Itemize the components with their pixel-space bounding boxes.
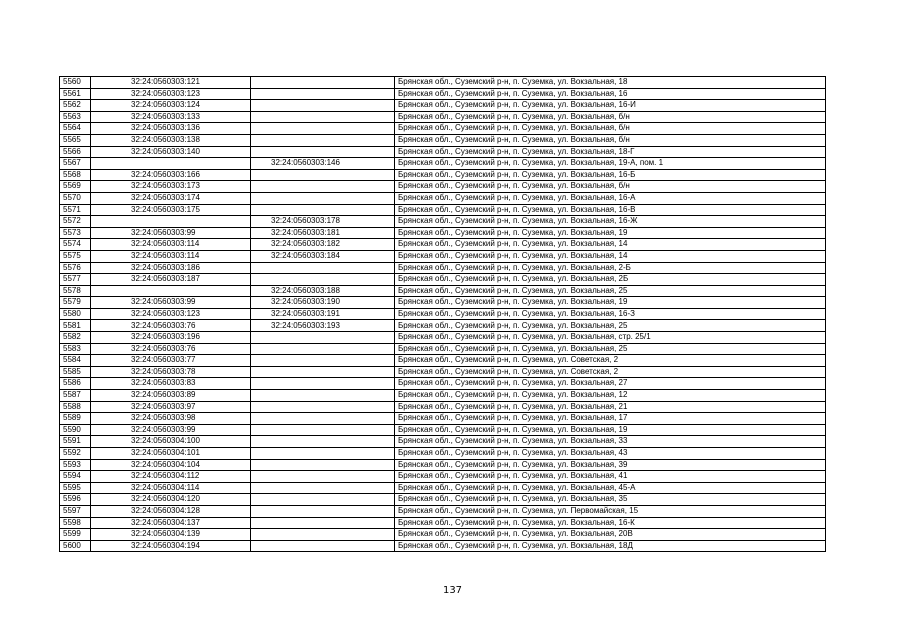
row-number-cell: 5582 <box>60 332 91 344</box>
address-cell: Брянская обл., Суземский р-н, п. Суземка, ул. Вокзальная, 16-З <box>395 308 826 320</box>
cadastral-number-cell: 32:24:0560304:194 <box>91 540 251 552</box>
row-number-cell: 5577 <box>60 274 91 286</box>
table-row <box>60 343 826 355</box>
row-number-cell: 5562 <box>60 100 91 112</box>
address-cell: Брянская обл., Суземский р-н, п. Суземка, ул. Вокзальная, 12 <box>395 390 826 402</box>
cadastral-number-cell: 32:24:0560303:140 <box>91 146 251 158</box>
address-cell: Брянская обл., Суземский р-н, п. Суземка, ул. Вокзальная, 43 <box>395 448 826 460</box>
cadastral-number-cell: 32:24:0560303:76 <box>91 343 251 355</box>
address-cell: Брянская обл., Суземский р-н, п. Суземка, ул. Вокзальная, 16 <box>395 88 826 100</box>
row-number-cell: 5598 <box>60 517 91 529</box>
address-cell: Брянская обл., Суземский р-н, п. Суземка, ул. Вокзальная, 33 <box>395 436 826 448</box>
address-cell: Брянская обл., Суземский р-н, п. Суземка, ул. Вокзальная, 19-А, пом. 1 <box>395 158 826 170</box>
related-cadastral-number-cell <box>251 77 395 89</box>
row-number-cell: 5587 <box>60 390 91 402</box>
address-cell: Брянская обл., Суземский р-н, п. Суземка, ул. Вокзальная, 18 <box>395 77 826 89</box>
row-number-cell: 5572 <box>60 216 91 228</box>
address-cell: Брянская обл., Суземский р-н, п. Суземка, ул. Вокзальная, 45-А <box>395 482 826 494</box>
address-cell: Брянская обл., Суземский р-н, п. Суземка, ул. Вокзальная, б/н <box>395 111 826 123</box>
table-row <box>60 181 826 193</box>
related-cadastral-number-cell: 32:24:0560303:191 <box>251 308 395 320</box>
row-number-cell: 5583 <box>60 343 91 355</box>
table-row <box>60 355 826 367</box>
row-number-cell: 5564 <box>60 123 91 135</box>
table-row <box>60 239 826 251</box>
row-number-cell: 5596 <box>60 494 91 506</box>
related-cadastral-number-cell <box>251 146 395 158</box>
table-row <box>60 378 826 390</box>
related-cadastral-number-cell <box>251 134 395 146</box>
table-row <box>60 540 826 552</box>
address-cell: Брянская обл., Суземский р-н, п. Суземка, ул. Вокзальная, 39 <box>395 459 826 471</box>
cadastral-number-cell: 32:24:0560304:139 <box>91 529 251 541</box>
related-cadastral-number-cell <box>251 413 395 425</box>
related-cadastral-number-cell <box>251 448 395 460</box>
address-cell: Брянская обл., Суземский р-н, п. Суземка, ул. Вокзальная, 19 <box>395 297 826 309</box>
address-cell: Брянская обл., Суземский р-н, п. Суземка, ул. Вокзальная, 16-А <box>395 192 826 204</box>
related-cadastral-number-cell <box>251 505 395 517</box>
row-number-cell: 5580 <box>60 308 91 320</box>
row-number-cell: 5591 <box>60 436 91 448</box>
row-number-cell: 5573 <box>60 227 91 239</box>
row-number-cell: 5560 <box>60 77 91 89</box>
row-number-cell: 5586 <box>60 378 91 390</box>
table-row <box>60 77 826 89</box>
table-row <box>60 227 826 239</box>
related-cadastral-number-cell <box>251 517 395 529</box>
related-cadastral-number-cell <box>251 204 395 216</box>
table-row <box>60 413 826 425</box>
row-number-cell: 5594 <box>60 471 91 483</box>
table-row <box>60 123 826 135</box>
address-cell: Брянская обл., Суземский р-н, п. Суземка, ул. Вокзальная, б/н <box>395 123 826 135</box>
table-row <box>60 158 826 170</box>
address-cell: Брянская обл., Суземский р-н, п. Суземка, ул. Вокзальная, 16-Б <box>395 169 826 181</box>
table-row <box>60 424 826 436</box>
related-cadastral-number-cell: 32:24:0560303:181 <box>251 227 395 239</box>
related-cadastral-number-cell <box>251 123 395 135</box>
cadastral-number-cell: 32:24:0560303:99 <box>91 424 251 436</box>
address-cell: Брянская обл., Суземский р-н, п. Суземка, ул. Вокзальная, 35 <box>395 494 826 506</box>
table-row <box>60 436 826 448</box>
row-number-cell: 5566 <box>60 146 91 158</box>
table-row <box>60 285 826 297</box>
address-cell: Брянская обл., Суземский р-н, п. Суземка, ул. Вокзальная, 2-Б <box>395 262 826 274</box>
related-cadastral-number-cell <box>251 262 395 274</box>
cadastral-number-cell: 32:24:0560303:83 <box>91 378 251 390</box>
cadastral-number-cell: 32:24:0560303:166 <box>91 169 251 181</box>
related-cadastral-number-cell <box>251 88 395 100</box>
table-row <box>60 274 826 286</box>
related-cadastral-number-cell <box>251 459 395 471</box>
cadastral-number-cell: 32:24:0560304:137 <box>91 517 251 529</box>
related-cadastral-number-cell: 32:24:0560303:182 <box>251 239 395 251</box>
cadastral-number-cell: 32:24:0560303:173 <box>91 181 251 193</box>
row-number-cell: 5592 <box>60 448 91 460</box>
cadastral-number-cell: 32:24:0560303:175 <box>91 204 251 216</box>
cadastral-number-cell: 32:24:0560304:104 <box>91 459 251 471</box>
related-cadastral-number-cell <box>251 169 395 181</box>
table-row <box>60 505 826 517</box>
row-number-cell: 5588 <box>60 401 91 413</box>
cadastral-number-cell: 32:24:0560303:114 <box>91 250 251 262</box>
cadastral-number-cell: 32:24:0560303:78 <box>91 366 251 378</box>
table-row <box>60 366 826 378</box>
related-cadastral-number-cell <box>251 343 395 355</box>
cadastral-number-cell: 32:24:0560304:120 <box>91 494 251 506</box>
cadastral-number-cell <box>91 285 251 297</box>
address-cell: Брянская обл., Суземский р-н, п. Суземка, ул. Вокзальная, 16-И <box>395 100 826 112</box>
row-number-cell: 5581 <box>60 320 91 332</box>
address-cell: Брянская обл., Суземский р-н, п. Суземка, ул. Вокзальная, 14 <box>395 250 826 262</box>
cadastral-number-cell: 32:24:0560303:174 <box>91 192 251 204</box>
row-number-cell: 5571 <box>60 204 91 216</box>
row-number-cell: 5589 <box>60 413 91 425</box>
table-row <box>60 216 826 228</box>
related-cadastral-number-cell: 32:24:0560303:178 <box>251 216 395 228</box>
related-cadastral-number-cell: 32:24:0560303:190 <box>251 297 395 309</box>
cadastral-number-cell: 32:24:0560303:196 <box>91 332 251 344</box>
related-cadastral-number-cell <box>251 471 395 483</box>
address-cell: Брянская обл., Суземский р-н, п. Суземка, ул. Вокзальная, 14 <box>395 239 826 251</box>
cadastral-number-cell: 32:24:0560303:124 <box>91 100 251 112</box>
address-cell: Брянская обл., Суземский р-н, п. Суземка, ул. Вокзальная, 16-В <box>395 204 826 216</box>
table-row <box>60 401 826 413</box>
related-cadastral-number-cell <box>251 181 395 193</box>
table-row <box>60 517 826 529</box>
register-table-body <box>60 77 826 552</box>
row-number-cell: 5561 <box>60 88 91 100</box>
related-cadastral-number-cell: 32:24:0560303:184 <box>251 250 395 262</box>
row-number-cell: 5565 <box>60 134 91 146</box>
cadastral-number-cell: 32:24:0560303:187 <box>91 274 251 286</box>
row-number-cell: 5595 <box>60 482 91 494</box>
table-row <box>60 250 826 262</box>
table-row <box>60 471 826 483</box>
address-cell: Брянская обл., Суземский р-н, п. Суземка, ул. Советская, 2 <box>395 355 826 367</box>
related-cadastral-number-cell <box>251 494 395 506</box>
cadastral-number-cell: 32:24:0560303:114 <box>91 239 251 251</box>
cadastral-number-cell: 32:24:0560303:133 <box>91 111 251 123</box>
cadastral-number-cell: 32:24:0560304:100 <box>91 436 251 448</box>
address-cell: Брянская обл., Суземский р-н, п. Суземка, ул. Вокзальная, 18-Г <box>395 146 826 158</box>
cadastral-number-cell: 32:24:0560303:186 <box>91 262 251 274</box>
related-cadastral-number-cell: 32:24:0560303:193 <box>251 320 395 332</box>
address-cell: Брянская обл., Суземский р-н, п. Суземка, ул. Вокзальная, стр. 25/1 <box>395 332 826 344</box>
row-number-cell: 5593 <box>60 459 91 471</box>
table-row <box>60 448 826 460</box>
cadastral-number-cell: 32:24:0560303:76 <box>91 320 251 332</box>
address-cell: Брянская обл., Суземский р-н, п. Суземка, ул. Вокзальная, 19 <box>395 424 826 436</box>
address-cell: Брянская обл., Суземский р-н, п. Суземка, ул. Вокзальная, 2Б <box>395 274 826 286</box>
table-row <box>60 529 826 541</box>
cadastral-number-cell: 32:24:0560304:112 <box>91 471 251 483</box>
row-number-cell: 5599 <box>60 529 91 541</box>
address-cell: Брянская обл., Суземский р-н, п. Суземка, ул. Вокзальная, 21 <box>395 401 826 413</box>
related-cadastral-number-cell <box>251 424 395 436</box>
cadastral-number-cell: 32:24:0560303:97 <box>91 401 251 413</box>
table-row <box>60 494 826 506</box>
table-row <box>60 308 826 320</box>
table-row <box>60 320 826 332</box>
related-cadastral-number-cell <box>251 111 395 123</box>
cadastral-number-cell: 32:24:0560304:128 <box>91 505 251 517</box>
table-row <box>60 390 826 402</box>
cadastral-number-cell: 32:24:0560304:101 <box>91 448 251 460</box>
register-table <box>59 76 826 552</box>
related-cadastral-number-cell <box>251 482 395 494</box>
table-row <box>60 204 826 216</box>
related-cadastral-number-cell <box>251 100 395 112</box>
address-cell: Брянская обл., Суземский р-н, п. Суземка, ул. Вокзальная, 17 <box>395 413 826 425</box>
address-cell: Брянская обл., Суземский р-н, п. Суземка, ул. Вокзальная, 16-Ж <box>395 216 826 228</box>
cadastral-number-cell: 32:24:0560303:136 <box>91 123 251 135</box>
row-number-cell: 5597 <box>60 505 91 517</box>
address-cell: Брянская обл., Суземский р-н, п. Суземка, ул. Вокзальная, 18Д <box>395 540 826 552</box>
related-cadastral-number-cell <box>251 274 395 286</box>
cadastral-number-cell: 32:24:0560304:114 <box>91 482 251 494</box>
address-cell: Брянская обл., Суземский р-н, п. Суземка, ул. Вокзальная, 25 <box>395 285 826 297</box>
related-cadastral-number-cell <box>251 390 395 402</box>
related-cadastral-number-cell <box>251 436 395 448</box>
table-row <box>60 100 826 112</box>
table-row <box>60 262 826 274</box>
related-cadastral-number-cell <box>251 540 395 552</box>
address-cell: Брянская обл., Суземский р-н, п. Суземка, ул. Вокзальная, 20В <box>395 529 826 541</box>
related-cadastral-number-cell <box>251 366 395 378</box>
row-number-cell: 5569 <box>60 181 91 193</box>
row-number-cell: 5574 <box>60 239 91 251</box>
cadastral-number-cell: 32:24:0560303:99 <box>91 227 251 239</box>
address-cell: Брянская обл., Суземский р-н, п. Суземка, ул. Вокзальная, 41 <box>395 471 826 483</box>
related-cadastral-number-cell <box>251 192 395 204</box>
table-row <box>60 169 826 181</box>
cadastral-number-cell <box>91 158 251 170</box>
cadastral-number-cell: 32:24:0560303:123 <box>91 308 251 320</box>
row-number-cell: 5570 <box>60 192 91 204</box>
cadastral-number-cell: 32:24:0560303:98 <box>91 413 251 425</box>
table-row <box>60 459 826 471</box>
related-cadastral-number-cell <box>251 378 395 390</box>
cadastral-number-cell: 32:24:0560303:123 <box>91 88 251 100</box>
related-cadastral-number-cell <box>251 355 395 367</box>
related-cadastral-number-cell: 32:24:0560303:188 <box>251 285 395 297</box>
address-cell: Брянская обл., Суземский р-н, п. Суземка, ул. Вокзальная, 19 <box>395 227 826 239</box>
related-cadastral-number-cell <box>251 332 395 344</box>
address-cell: Брянская обл., Суземский р-н, п. Суземка, ул. Вокзальная, 27 <box>395 378 826 390</box>
page-number: 137 <box>442 585 463 596</box>
table-row <box>60 297 826 309</box>
row-number-cell: 5575 <box>60 250 91 262</box>
row-number-cell: 5563 <box>60 111 91 123</box>
row-number-cell: 5568 <box>60 169 91 181</box>
address-cell: Брянская обл., Суземский р-н, п. Суземка, ул. Советская, 2 <box>395 366 826 378</box>
row-number-cell: 5579 <box>60 297 91 309</box>
row-number-cell: 5590 <box>60 424 91 436</box>
related-cadastral-number-cell <box>251 529 395 541</box>
table-row <box>60 134 826 146</box>
cadastral-number-cell: 32:24:0560303:99 <box>91 297 251 309</box>
address-cell: Брянская обл., Суземский р-н, п. Суземка, ул. Первомайская, 15 <box>395 505 826 517</box>
address-cell: Брянская обл., Суземский р-н, п. Суземка, ул. Вокзальная, 25 <box>395 320 826 332</box>
table-row <box>60 332 826 344</box>
table-row <box>60 111 826 123</box>
row-number-cell: 5576 <box>60 262 91 274</box>
cadastral-number-cell: 32:24:0560303:89 <box>91 390 251 402</box>
row-number-cell: 5578 <box>60 285 91 297</box>
row-number-cell: 5600 <box>60 540 91 552</box>
address-cell: Брянская обл., Суземский р-н, п. Суземка, ул. Вокзальная, б/н <box>395 134 826 146</box>
table-row <box>60 88 826 100</box>
address-cell: Брянская обл., Суземский р-н, п. Суземка, ул. Вокзальная, 16-К <box>395 517 826 529</box>
table-row <box>60 146 826 158</box>
row-number-cell: 5584 <box>60 355 91 367</box>
address-cell: Брянская обл., Суземский р-н, п. Суземка, ул. Вокзальная, б/н <box>395 181 826 193</box>
cadastral-number-cell: 32:24:0560303:121 <box>91 77 251 89</box>
related-cadastral-number-cell: 32:24:0560303:146 <box>251 158 395 170</box>
related-cadastral-number-cell <box>251 401 395 413</box>
cadastral-number-cell: 32:24:0560303:138 <box>91 134 251 146</box>
row-number-cell: 5567 <box>60 158 91 170</box>
cadastral-number-cell: 32:24:0560303:77 <box>91 355 251 367</box>
table-row <box>60 482 826 494</box>
address-cell: Брянская обл., Суземский р-н, п. Суземка, ул. Вокзальная, 25 <box>395 343 826 355</box>
row-number-cell: 5585 <box>60 366 91 378</box>
cadastral-number-cell <box>91 216 251 228</box>
table-row <box>60 192 826 204</box>
